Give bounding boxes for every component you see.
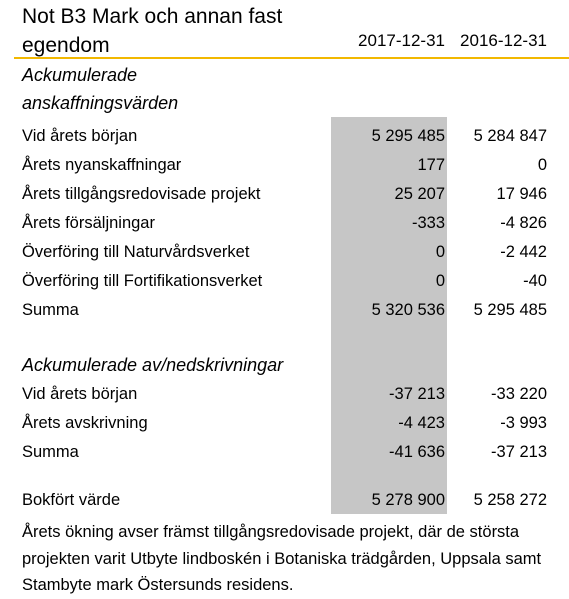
value-2016: 17 946 xyxy=(496,185,547,203)
row-label: Summa xyxy=(22,443,79,461)
row-label: Årets nyanskaffningar xyxy=(22,156,182,174)
value-2016: -3 993 xyxy=(500,414,547,432)
value-2017: 5 278 900 xyxy=(371,491,445,509)
value-2016: 5 284 847 xyxy=(473,127,547,145)
note-title: Not B3 Mark och annan fast egendom xyxy=(22,5,283,57)
row-label: Överföring till Fortifikationsverket xyxy=(22,272,263,290)
value-2017: 5 320 536 xyxy=(371,301,445,319)
row-label: Överföring till Naturvårdsverket xyxy=(22,243,250,261)
value-2017: 0 xyxy=(435,272,445,290)
value-2017: -41 636 xyxy=(389,443,445,461)
row-label: Årets avskrivning xyxy=(22,414,148,432)
value-2017: 177 xyxy=(417,156,445,174)
row-label: Summa xyxy=(22,301,79,319)
row-label: Bokfört värde xyxy=(22,491,121,509)
value-2017: -37 213 xyxy=(389,385,445,403)
row-label: Årets försäljningar xyxy=(22,214,155,232)
section-heading-depreciation: Ackumulerade av/nedskrivningar xyxy=(22,355,284,375)
footnote: Årets ökning avser främst tillgångsredovisade projekt, där de största projekten varit Utbyte lindboskén i Botaniska trädgården, Uppsala samt Stambyte mark Östersunds residens. xyxy=(22,523,542,594)
value-2016: -37 213 xyxy=(491,443,547,461)
value-2016: -2 442 xyxy=(500,243,547,261)
value-2016: -40 xyxy=(523,272,547,290)
value-2017: -4 423 xyxy=(398,414,445,432)
row-label: Årets tillgångsredovisade projekt xyxy=(22,185,261,203)
column-header-2017: 2017-12-31 xyxy=(358,31,445,50)
value-2017: 0 xyxy=(435,243,445,261)
value-2017: 25 207 xyxy=(394,185,445,203)
value-2016: 5 295 485 xyxy=(473,301,547,319)
value-2017: -333 xyxy=(411,214,445,232)
value-2016: -4 826 xyxy=(500,214,547,232)
section-heading-acquisition: Ackumulerade anskaffningsvärden xyxy=(22,65,179,113)
value-2016: 5 258 272 xyxy=(473,491,547,509)
row-label: Vid årets början xyxy=(22,127,138,145)
value-2017: 5 295 485 xyxy=(371,127,445,145)
value-2016: -33 220 xyxy=(491,385,547,403)
value-2016: 0 xyxy=(537,156,547,174)
row-label: Vid årets början xyxy=(22,385,138,403)
header-rule xyxy=(14,57,569,59)
column-header-2016: 2016-12-31 xyxy=(460,31,547,50)
